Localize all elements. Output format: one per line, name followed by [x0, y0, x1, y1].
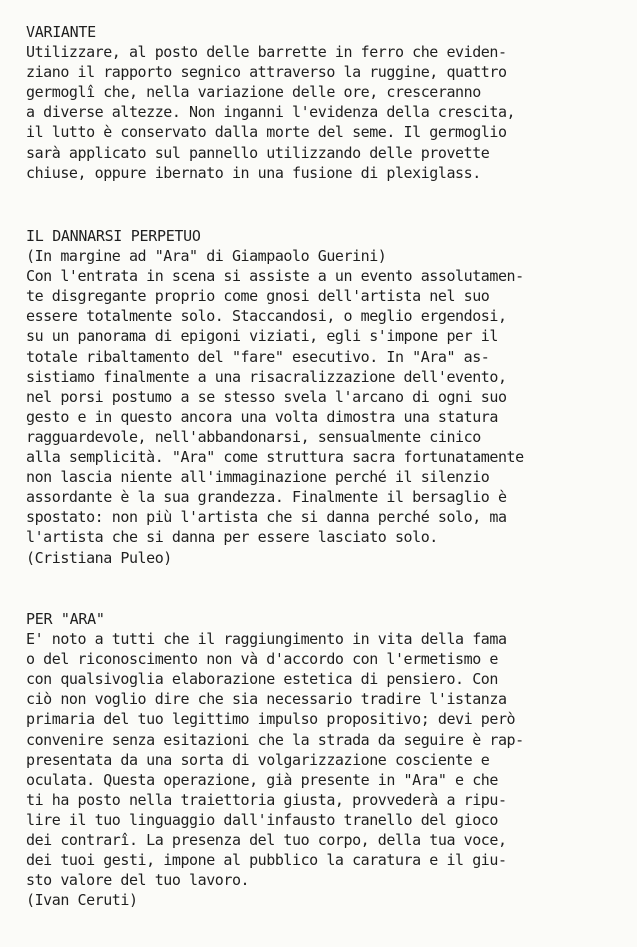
text-line: non lascia niente all'immaginazione perché il silenzio	[26, 468, 490, 487]
text-line: l'artista che si danna per essere lasciato solo.	[26, 528, 438, 547]
author-signature: (Ivan Ceruti)	[26, 891, 138, 910]
section-title: VARIANTE	[26, 23, 96, 41]
text-line: Con l'entrata in scena si assiste a un evento assolutamen-	[26, 267, 524, 286]
text-line: convenire senza esitazioni che la strada da seguire è rap-	[26, 730, 524, 749]
text-line: ti ha posto nella traiettoria giusta, provvederà a ripu-	[26, 790, 507, 809]
text-line: primaria del tuo legittimo impulso propositivo; devi però	[26, 710, 516, 729]
text-line: sto valore del tuo lavoro.	[26, 871, 250, 890]
text-line: o del riconoscimento non và d'accordo con l'ermetismo e	[26, 650, 498, 669]
text-line: totale ribaltamento del "fare" esecutivo. In "Ara" as-	[26, 347, 490, 366]
text-line: essere totalmente solo. Staccandosi, o meglio ergendosi,	[26, 307, 507, 326]
section-title: IL DANNARSI PERPETUO	[26, 227, 201, 245]
section-title: PER "ARA"	[26, 610, 105, 628]
text-line: chiuse, oppure ibernato in una fusione di plexiglass.	[26, 163, 481, 182]
text-line: ciò non voglio dire che sia necessario tradire l'istanza	[26, 690, 507, 709]
text-line: il lutto è conservato dalla morte del seme. Il germoglio	[26, 123, 507, 142]
text-line: te disgregante proprio come gnosi dell'artista nel suo	[26, 287, 490, 306]
section-il-dannarsi-perpetuo	[26, 226, 626, 568]
text-line: dei contrarî. La presenza del tuo corpo, della tua voce,	[26, 831, 507, 850]
text-line: con qualsivoglia elaborazione estetica di pensiero. Con	[26, 670, 498, 689]
text-line: spostato: non più l'artista che si danna perché solo, ma	[26, 508, 507, 527]
text-line: su un panorama di epigoni viziati, egli s'impone per il	[26, 327, 498, 346]
text-line: sistiamo finalmente a una risacralizzazione dell'evento,	[26, 367, 507, 386]
text-line: E' noto a tutti che il raggiungimento in vita della fama	[26, 630, 507, 649]
text-line: germoglî che, nella variazione delle ore, cresceranno	[26, 83, 481, 102]
text-line: presentata da una sorta di volgarizzazione cosciente e	[26, 750, 490, 769]
text-line: assordante è la sua grandezza. Finalmente il bersaglio è	[26, 488, 507, 507]
text-line: gesto e in questo ancora una volta dimostra una statura	[26, 407, 498, 426]
text-line: a diverse altezze. Non inganni l'evidenza della crescita,	[26, 103, 516, 122]
text-line: alla semplicità. "Ara" come struttura sacra fortunatamente	[26, 448, 524, 467]
text-line: lire il tuo linguaggio dall'infausto tranello del gioco	[26, 810, 498, 829]
section-per-ara	[26, 609, 626, 910]
text-line: nel porsi postumo a se stesso svela l'arcano di ogni suo	[26, 387, 507, 406]
section-variante	[26, 22, 626, 183]
text-line: sarà applicato sul pannello utilizzando delle provette	[26, 143, 490, 162]
text-line: Utilizzare, al posto delle barrette in ferro che eviden-	[26, 43, 507, 62]
text-line: ziano il rapporto segnico attraverso la ruggine, quattro	[26, 63, 507, 82]
text-line: dei tuoi gesti, impone al pubblico la caratura e il giu-	[26, 851, 507, 870]
author-signature: (Cristiana Puleo)	[26, 548, 172, 567]
text-line: ragguardevole, nell'abbandonarsi, sensualmente cinico	[26, 427, 481, 446]
section-subtitle: (In margine ad "Ara" di Giampaolo Guerini)	[26, 247, 387, 266]
text-line: oculata. Questa operazione, già presente in "Ara" e che	[26, 770, 498, 789]
